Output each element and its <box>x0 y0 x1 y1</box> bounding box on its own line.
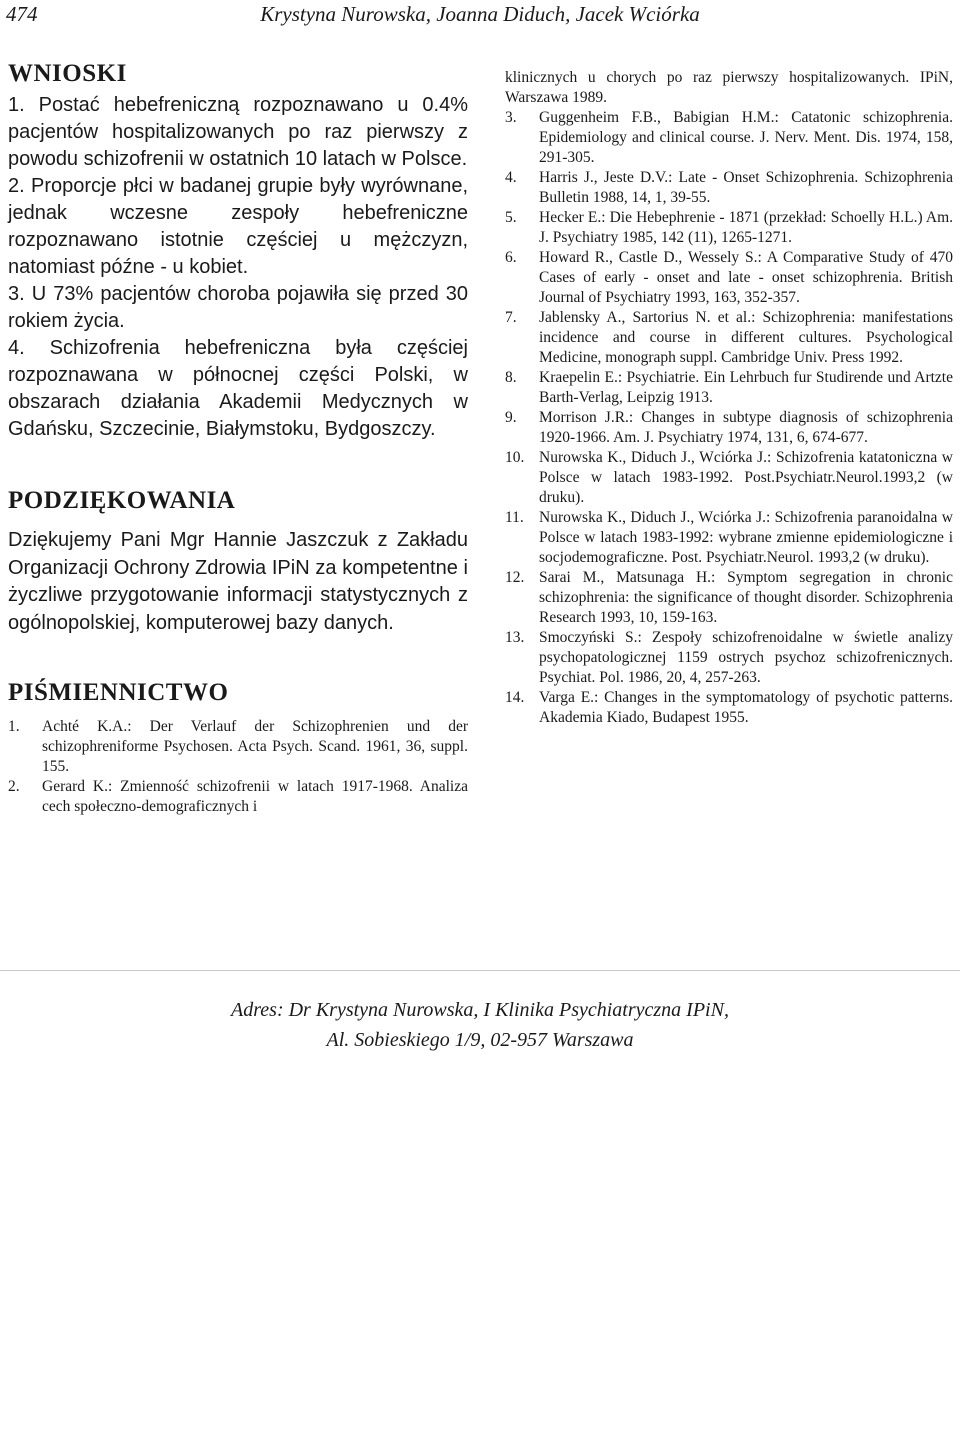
reference-item <box>505 688 953 728</box>
reference-number: 10. <box>505 449 525 466</box>
reference-number: 11. <box>505 509 524 526</box>
reference-text: Harris J., Jeste D.V.: Late - Onset Schizophrenia. Schizophrenia Bulletin 1988, 14, 1, 39-55. <box>539 169 953 206</box>
reference-number: 4. <box>505 169 517 186</box>
reference-item <box>505 568 953 628</box>
reference-number: 14. <box>505 689 525 706</box>
reference-text: Howard R., Castle D., Wessely S.: A Comparative Study of 470 Cases of early - onset and late - onset schizophrenia. British Journal of Psychiatry 1993, 163, 352-357. <box>539 249 953 306</box>
reference-number: 1. <box>8 718 20 735</box>
conclusion-item <box>8 335 468 443</box>
conclusion-number: 2. <box>8 175 25 197</box>
reference-number: 6. <box>505 249 517 266</box>
reference-text: Sarai M., Matsunaga H.: Symptom segregation in chronic schizophrenia: the significance of thought disorder. Schizophrenia Research 1993, 10, 159-163. <box>539 569 953 626</box>
reference-item <box>505 508 953 568</box>
references-list-right <box>505 108 953 728</box>
conclusion-text: Proporcje płci w badanej grupie były wyrównane, jednak wczesne zespoły hebefreniczne rozpoznawano istotnie częściej u mężczyzn, natomiast późne - u kobiet. <box>8 175 469 278</box>
conclusion-number: 1. <box>8 94 25 116</box>
references-list-left <box>8 717 468 817</box>
running-head-authors: Krystyna Nurowska, Joanna Diduch, Jacek Wciórka <box>260 2 700 26</box>
reference-item <box>505 248 953 308</box>
reference-number: 13. <box>505 629 525 646</box>
reference-item <box>505 168 953 208</box>
reference-item <box>8 777 468 817</box>
acknowledgements-text: Dziękujemy Pani Mgr Hannie Jaszczuk z Zakładu Organizacji Ochrony Zdrowia IPiN za kompetentne i życzliwe przygotowanie informacji statystycznych z ogólnopolskiej, komputerowej bazy danych. <box>8 529 468 634</box>
reference-item <box>505 308 953 368</box>
reference-item <box>505 628 953 688</box>
conclusion-text: Postać hebefreniczną rozpoznawano u 0.4% pacjentów hospitalizowanych po raz pierwszy z powodu schizofrenii w ostatnich 10 latach w Polsce. <box>8 94 469 170</box>
reference-text: Morrison J.R.: Changes in subtype diagnosis of schizophrenia 1920-1966. Am. J. Psychiatry 1974, 131, 6, 674-677. <box>539 409 953 446</box>
page-number: 474 <box>6 2 38 26</box>
reference-item <box>505 408 953 448</box>
reference-item <box>505 368 953 408</box>
section-divider <box>0 970 960 971</box>
reference-number: 2. <box>8 778 20 795</box>
correspondence-address <box>0 995 960 1055</box>
conclusion-item <box>8 173 468 281</box>
reference-text: Nurowska K., Diduch J., Wciórka J.: Schizofrenia katatoniczna w Polsce w latach 1983-1992. Post.Psychiatr.Neurol.1993,2 (w druku). <box>539 449 953 506</box>
conclusions-list <box>8 92 468 443</box>
reference-continuation: klinicznych u chorych po raz pierwszy hospitalizowanych. IPiN, Warszawa 1989. <box>505 69 953 106</box>
reference-number: 5. <box>505 209 517 226</box>
reference-text: Nurowska K., Diduch J., Wciórka J.: Schizofrenia paranoidalna w Polsce w latach 1983-1992: wybrane zmienne epidemiologiczne i socjodemograficzne. Post. Psychiatr.Neurol. 1993,2 (w druku). <box>539 509 953 566</box>
reference-number: 8. <box>505 369 517 386</box>
reference-item <box>505 208 953 248</box>
reference-text: Achté K.A.: Der Verlauf der Schizophrenien und der schizophreniforme Psychosen. Acta Psych. Scand. 1961, 36, suppl. 155. <box>42 718 468 775</box>
reference-text: Varga E.: Changes in the symptomatology of psychotic patterns. Akademia Kiado, Budapest 1955. <box>539 689 953 726</box>
reference-text: Gerard K.: Zmienność schizofrenii w latach 1917-1968. Analiza cech społeczno-demograficznych i <box>42 778 468 815</box>
reference-item <box>505 448 953 508</box>
address-line-1: Adres: Dr Krystyna Nurowska, I Klinika Psychiatryczna IPiN, <box>231 999 729 1021</box>
reference-item <box>8 717 468 777</box>
reference-text: Jablensky A., Sartorius N. et al.: Schizophrenia: manifestations incidence and course in different cultures. Psychological Medicine, monograph suppl. Cambridge Univ. Press 1992. <box>539 309 953 366</box>
reference-text: Hecker E.: Die Hebephrenie - 1871 (przekład: Schoelly H.L.) Am. J. Psychiatry 1985, 142 (11), 1265-1271. <box>539 209 953 246</box>
address-line-2: Al. Sobieskiego 1/9, 02-957 Warszawa <box>326 1029 634 1051</box>
conclusion-item <box>8 281 468 335</box>
reference-text: Guggenheim F.B., Babigian H.M.: Catatonic schizophrenia. Epidemiology and clinical course. J. Nerv. Ment. Dis. 1974, 158, 291-305. <box>539 109 953 166</box>
reference-number: 12. <box>505 569 525 586</box>
left-column <box>8 60 468 817</box>
conclusion-item <box>8 92 468 173</box>
reference-number: 7. <box>505 309 517 326</box>
conclusion-number: 4. <box>8 337 25 359</box>
references-heading: PIŚMIENNICTWO <box>8 679 229 706</box>
acknowledgements-heading: PODZIĘKOWANIA <box>8 487 236 514</box>
reference-number: 3. <box>505 109 517 126</box>
right-column <box>505 68 953 728</box>
conclusion-number: 3. <box>8 283 25 305</box>
reference-text: Smoczyński S.: Zespoły schizofrenoidalne w świetle analizy psychopatologicznej 1159 ostrych psychoz schizofrenicznych. Psychiat. Pol. 1986, 20, 4, 257-263. <box>539 629 953 686</box>
conclusion-text: Schizofrenia hebefreniczna była częściej rozpoznawana w północnej części Polski, w obszarach działania Akademii Medycznych w Gdańsku, Szczecinie, Białymstoku, Bydgoszczy. <box>8 337 468 440</box>
reference-text: Kraepelin E.: Psychiatrie. Ein Lehrbuch fur Studirende und Artzte Barth-Verlag, Leipzig 1913. <box>539 369 953 406</box>
conclusion-text: U 73% pacjentów choroba pojawiła się przed 30 rokiem życia. <box>8 283 469 332</box>
page-header <box>0 0 960 30</box>
reference-item <box>505 108 953 168</box>
reference-number: 9. <box>505 409 517 426</box>
conclusions-heading: WNIOSKI <box>8 60 127 87</box>
